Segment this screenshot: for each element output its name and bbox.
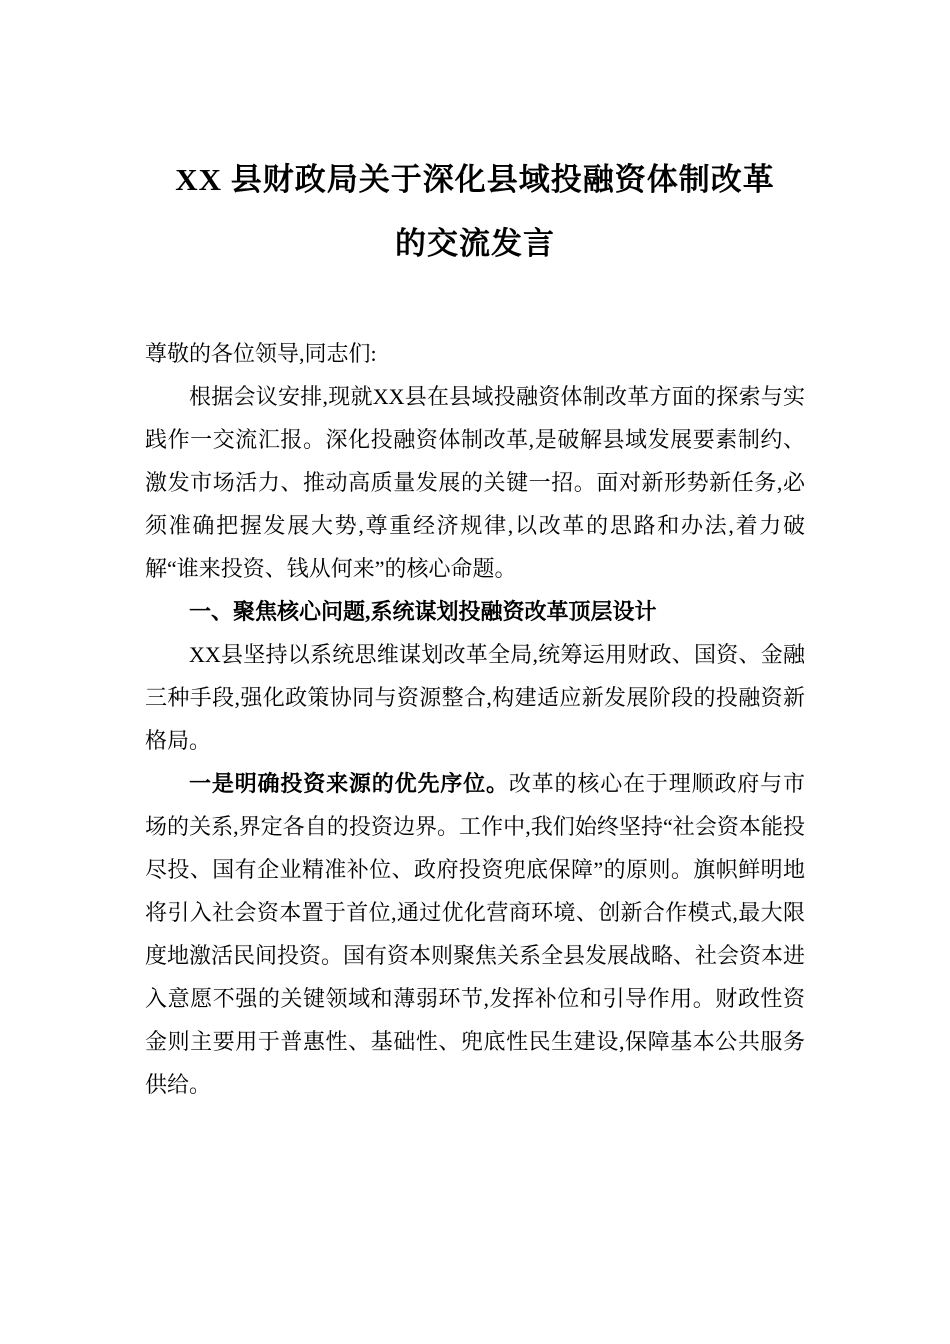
- document-title-line-2: 的交流发言: [395, 226, 555, 261]
- document-title-line-1: XX 县财政局关于深化县域投融资体制改革: [175, 162, 775, 197]
- section-heading-1: 一、聚焦核心问题,系统谋划投融资改革顶层设计: [189, 599, 657, 624]
- paragraph-section-1-overview: XX县坚持以系统思维谋划改革全局,统筹运用财政、国资、金融三种手段,强化政策协同与资源整合,构建适应新发展阶段的投融资新格局。: [145, 642, 805, 753]
- paragraph-point-1-body: 改革的核心在于理顺政府与市场的关系,界定各自的投资边界。工作中,我们始终坚持“社会资本能投尽投、国有企业精准补位、政府投资兜底保障”的原则。旗帜鲜明地将引入社会资本置于首位,通过优化营商环境、创新合作模式,最大限度地激活民间投资。国有资本则聚焦关系全县发展战略、社会资本进入意愿不强的关键领域和薄弱环节,发挥补位和引导作用。财政性资金则主要用于普惠性、基础性、兜底性民生建设,保障基本公共服务供给。: [145, 771, 806, 1097]
- document-body: [145, 332, 805, 1106]
- paragraph-intro: 根据会议安排,现就XX县在县域投融资体制改革方面的探索与实践作一交流汇报。深化投融资体制改革,是破解县域发展要素制约、激发市场活力、推动高质量发展的关键一招。面对新形势新任务,必须准确把握发展大势,尊重经济规律,以改革的思路和办法,着力破解“谁来投资、钱从何来”的核心命题。: [145, 384, 805, 581]
- paragraph-point-1: [145, 762, 805, 1106]
- salutation: 尊敬的各位领导,同志们:: [145, 341, 377, 366]
- paragraph-point-1-lead: 一是明确投资来源的优先序位。: [189, 771, 509, 796]
- document-title: [145, 148, 805, 276]
